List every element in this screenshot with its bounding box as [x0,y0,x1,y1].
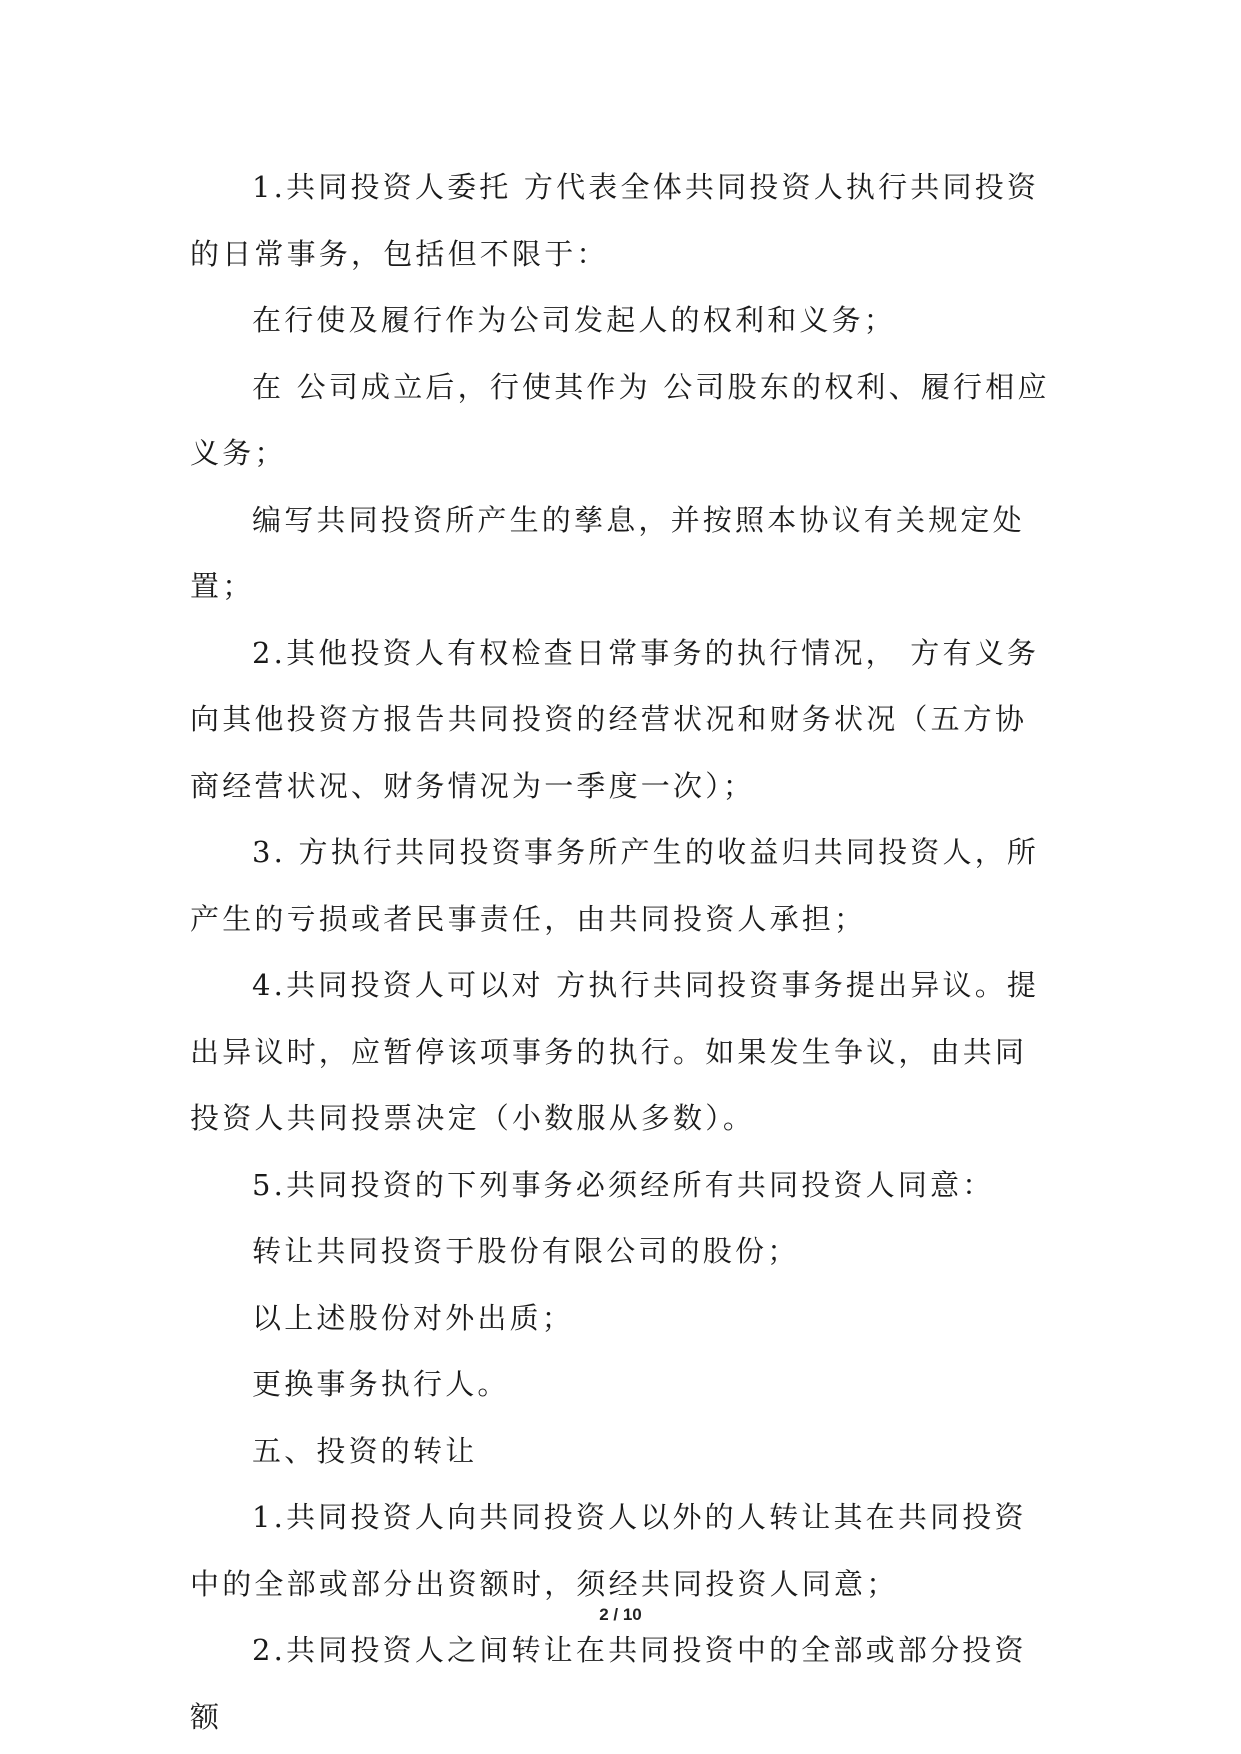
paragraph-5: 2.其他投资人有权检查日常事务的执行情况， 方有义务向其他投资方报告共同投资的经营状况和财务状况（五方协商经营状况、财务情况为一季度一次）； [190,635,1040,803]
paragraph-4: 编写共同投资所产生的孳息，并按照本协议有关规定处置； [190,502,1025,603]
document-body [190,154,1050,1750]
paragraph-1: 1.共同投资人委托 方代表全体共同投资人执行共同投资的日常事务，包括但不限于： [190,170,1040,271]
paragraph-7: 4.共同投资人可以对 方执行共同投资事务提出异议。提出异议时，应暂停该项事务的执行。如果发生争议，由共同投资人共同投票决定（小数服从多数）。 [190,968,1040,1135]
paragraph-14: 2.共同投资人之间转让在共同投资中的全部或部分投资额 [190,1633,1027,1734]
paragraph-9: 转让共同投资于股份有限公司的股份； [252,1234,800,1268]
paragraph-11: 更换事务执行人。 [252,1367,510,1401]
paragraph-6: 3. 方执行共同投资事务所产生的收益归共同投资人，所产生的亏损或者民事责任，由共同投资人承担； [190,835,1040,936]
paragraph-8: 5.共同投资的下列事务必须经所有共同投资人同意： [252,1167,995,1202]
page-number: 2 / 10 [599,1605,642,1624]
paragraph-2: 在行使及履行作为公司发起人的权利和义务； [252,303,897,337]
section-heading: 五、投资的转让 [252,1433,478,1468]
paragraph-3: 在 公司成立后，行使其作为 公司股东的权利、履行相应义务； [190,369,1050,470]
paragraph-10: 以上述股份对外出质； [252,1300,575,1335]
paragraph-13: 1.共同投资人向共同投资人以外的人转让其在共同投资中的全部或部分出资额时，须经共同投资人同意； [190,1500,1027,1601]
